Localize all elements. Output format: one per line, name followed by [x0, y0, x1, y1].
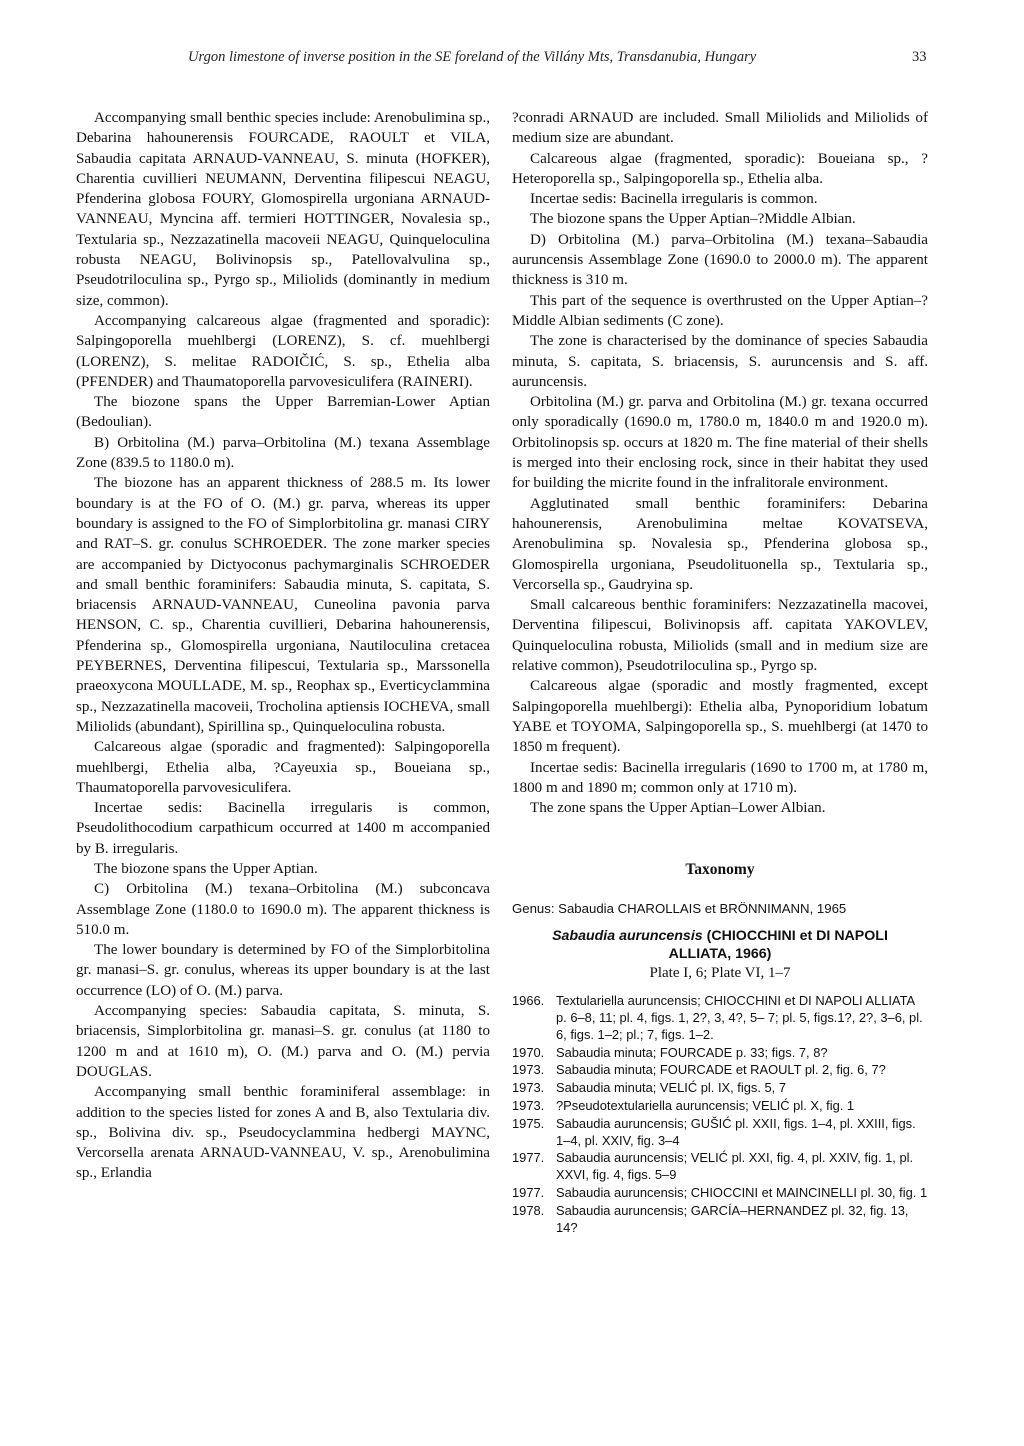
- synonymy-text: Sabaudia auruncensis; GUŠIĆ pl. XXII, figs. 1–4, pl. XXIII, figs. 1–4, pl. XXIV, fig. 3–4: [556, 1115, 916, 1148]
- synonymy-list: [512, 993, 928, 1236]
- paragraph: Accompanying calcareous algae (fragmented and sporadic): Salpingoporella muehlbergi (LORENZ), S. cf. muehlbergi (LORENZ), S. melitae RADOIČIĆ, S. sp., Ethelia alba (PFENDER) and Thaumatoporella parvovesiculifera (RAINERI).: [76, 312, 490, 390]
- synonymy-entry: [512, 1080, 928, 1097]
- paragraph: The zone is characterised by the dominance of species Sabaudia minuta, S. capitata, S. briacensis, S. auruncensis and S. aff. auruncensis.: [512, 333, 928, 390]
- synonymy-year: 1977.: [512, 1185, 545, 1201]
- synonymy-text: Sabaudia minuta; FOURCADE et RAOULT pl. 2, fig. 6, 7?: [556, 1062, 886, 1078]
- synonymy-entry: [512, 1062, 928, 1079]
- species-authors: (CHIOCCHINI et DI NAPOLI: [706, 927, 888, 944]
- plate-reference: Plate I, 6; Plate VI, 1–7: [649, 964, 791, 981]
- paragraph: Orbitolina (M.) gr. parva and Orbitolina (M.) gr. texana occurred only sporadically (1690.0 m, 1780.0 m, 1840.0 m and 1920.0 m). Orbitolinopsis sp. occurs at 1820 m. The fine material of their shells is merged into their enclosing rock, since in their habitat they used for building the micrite found in the infralitorale environment.: [512, 394, 928, 492]
- synonymy-text: Sabaudia minuta; FOURCADE p. 33; figs. 7, 8?: [556, 1044, 828, 1060]
- zone-heading-c: C) Orbitolina (M.) texana–Orbitolina (M.) subconcava Assemblage Zone (1180.0 to 1690.0 m). The apparent thickness is 510.0 m.: [76, 881, 490, 938]
- synonymy-year: 1966.: [512, 993, 545, 1009]
- paragraph: The lower boundary is determined by FO of the Simplorbitolina gr. manasi–S. gr. conulus, whereas its upper boundary is at the last occurrence (LO) of O. (M.) parva.: [76, 942, 490, 999]
- running-head: Urgon limestone of inverse position in the SE foreland of the Villány Mts, Transdanubia, Hungary: [188, 49, 757, 65]
- species-title: [532, 927, 908, 963]
- paragraph: The biozone spans the Upper Aptian.: [94, 860, 318, 877]
- synonymy-entry: [512, 1150, 928, 1184]
- synonymy-entry: [512, 1203, 928, 1237]
- synonymy-year: 1975.: [512, 1115, 545, 1131]
- synonymy-year: 1973.: [512, 1080, 545, 1096]
- paragraph: Calcareous algae (sporadic and mostly fragmented, except Salpingoporella muehlbergi): Ethelia alba, Pynoporidium lobatum YABE et TOYOMA, Salpingoporella sp., S. muehlbergi (at 1470 to 1850 m frequent).: [512, 678, 928, 756]
- synonymy-text: ?Pseudotextulariella auruncensis; VELIĆ pl. X, fig. 1: [556, 1098, 855, 1114]
- right-column: [512, 108, 928, 1237]
- paragraph: Accompanying species: Sabaudia capitata, S. minuta, S. briacensis, Simplorbitolina gr. manasi–S. gr. conulus (at 1180 to 1200 m and at 1610 m), O. (M.) parva and O. (M.) pervia DOUGLAS.: [76, 1003, 490, 1080]
- paragraph: Incertae sedis: Bacinella irregularis is common, Pseudolithocodium carpathicum occurred at 1400 m accompanied by B. irregularis.: [76, 800, 490, 857]
- paragraph: Agglutinated small benthic foraminifers: Debarina hahounerensis, Arenobulimina meltae KOVATSEVA, Arenobulimina sp. Novalesia sp., Pfenderina globosa sp., Glomospirella urgoniana, Pseudolituonella sp., Textularia sp., Vercorsella sp., Gaudryina sp.: [512, 495, 928, 593]
- zone-heading-b: B) Orbitolina (M.) parva–Orbitolina (M.) texana Assemblage Zone (839.5 to 1180.0 m).: [76, 434, 490, 472]
- zone-heading-d: D) Orbitolina (M.) parva–Orbitolina (M.) texana–Sabaudia auruncensis Assemblage Zone (1690.0 to 2000.0 m). The apparent thickness is 310 m.: [512, 231, 928, 289]
- synonymy-entry: [512, 1098, 928, 1115]
- paragraph: Incertae sedis: Bacinella irregularis is common.: [530, 191, 818, 208]
- species-authors-cont: ALLIATA, 1966): [668, 945, 772, 962]
- paragraph: Accompanying small benthic foraminiferal assemblage: in addition to the species listed for zones A and B, also Textularia div. sp., Bolivina div. sp., Pseudocyclammina hedbergi MAYNC, Vercorsella arenata ARNAUD-VANNEAU, V. sp., Arenobulimina sp., Erlandia: [76, 1084, 490, 1182]
- synonymy-text: Sabaudia auruncensis; CHIOCCINI et MAINCINELLI pl. 30, fig. 1: [556, 1185, 928, 1201]
- synonymy-entry: [512, 1116, 928, 1150]
- paragraph: Calcareous algae (sporadic and fragmented): Salpingoporella muehlbergi, Ethelia alba, ?Cayeuxia sp., Boueiana sp., Thaumatoporella parvovesiculifera.: [76, 739, 490, 796]
- synonymy-text: Textulariella auruncensis; CHIOCCHINI et DI NAPOLI ALLIATA p. 6–8, 11; pl. 4, figs. 1, 2?, 3, 4?, 5– 7; pl. 5, figs.1?, 2?, 3–6, pl. 6, figs. 1–2; pl.; 7, figs. 1–2.: [556, 993, 923, 1042]
- paragraph: The biozone spans the Upper Barremian-Lower Aptian (Bedoulian).: [76, 394, 490, 431]
- synonymy-text: Sabaudia minuta; VELIĆ pl. IX, figs. 5, 7: [556, 1080, 787, 1096]
- genus-line: Genus: Sabaudia CHAROLLAIS et BRÖNNIMANN, 1965: [512, 900, 847, 916]
- paragraph: Accompanying small benthic species include: Arenobulimina sp., Debarina hahounerensis FOURCADE, RAOULT et VILA, Sabaudia capitata ARNAUD-VANNEAU, S. minuta (HOFKER), Charentia cuvillieri NEUMANN, Derventina filipescui NEAGU, Pfenderina globosa FOURY, Glomospirella urgoniana ARNAUD-VANNEAU, Myncina aff. termieri HOTTINGER, Novalesia sp., Textularia sp., Nezzazatinella macoveii NEAGU, Quinqueloculina robusta NEAGU, Bolivinopsis sp., Patellovalvulina sp., Pseudotriloculina sp., Pyrgo sp., Miliolids (dominantly in medium size, common).: [76, 110, 490, 309]
- species-name: Sabaudia auruncensis: [552, 927, 703, 944]
- synonymy-year: 1973.: [512, 1098, 545, 1114]
- paragraph: The zone spans the Upper Aptian–Lower Albian.: [530, 800, 826, 817]
- synonymy-year: 1973.: [512, 1062, 545, 1078]
- page-number: 33: [912, 49, 927, 65]
- synonymy-year: 1977.: [512, 1150, 545, 1166]
- synonymy-year: 1970.: [512, 1044, 545, 1060]
- paragraph: Incertae sedis: Bacinella irregularis (1690 to 1700 m, at 1780 m, 1800 m and 1890 m; common only at 1710 m).: [512, 759, 928, 796]
- taxonomy-heading: Taxonomy: [685, 861, 755, 879]
- synonymy-entry: [512, 1185, 928, 1202]
- synonymy-text: Sabaudia auruncensis; GARCÍA–HERNANDEZ pl. 32, fig. 13, 14?: [556, 1202, 909, 1235]
- paragraph: Small calcareous benthic foraminifers: Nezzazatinella macovei, Derventina filipescui, Bolivinopsis aff. capitata YAKOVLEV, Quinqueloculina robusta, Miliolids (small and in medium size are relative common), Pseudotriloculina sp., Pyrgo sp.: [512, 597, 928, 675]
- paragraph: Calcareous algae (fragmented, sporadic): Boueiana sp., ?Heteroporella sp., Salpingoporella sp., Ethelia alba.: [512, 150, 928, 187]
- paragraph: The biozone has an apparent thickness of 288.5 m. Its lower boundary is at the FO of O. (M.) gr. parva, whereas its upper boundary is assigned to the FO of Simplorbitolina gr. manasi CIRY and RAT–S. gr. conulus SCHROEDER. The zone marker species are accompanied by Dictyoconus pachymarginalis SCHROEDER and small benthic foraminifers: Sabaudia minuta, S. capitata, S. briacensis ARNAUD-VANNEAU, Cuneolina pavonia parva HENSON, C. sp., Charentia cuvillieri, Debarina hahounerensis, Pfenderina sp., Glomospirella urgoniana, Nautiloculina cretacea PEYBERNES, Derventina filipescui, Textularia sp., Marssonella praeoxycona MOULLADE, M. sp., Reophax sp., Everticyclammina sp., Nezzazatinella macoveii, Trocholina aptiensis IOCHEVA, small Miliolids (abundant), Spirillina sp., Quinqueloculina robusta.: [76, 475, 490, 735]
- synonymy-entry: [512, 993, 928, 1043]
- paragraph: ?conradi ARNAUD are included. Small Miliolids and Miliolids of medium size are abundant.: [512, 110, 928, 147]
- paragraph: This part of the sequence is overthrusted on the Upper Aptian–?Middle Albian sediments (C zone).: [512, 292, 928, 329]
- synonymy-year: 1978.: [512, 1202, 545, 1218]
- left-column: [76, 108, 490, 1184]
- synonymy-text: Sabaudia auruncensis; VELIĆ pl. XXI, fig. 4, pl. XXIV, fig. 1, pl. XXVI, fig. 4, figs. 5–9: [556, 1150, 914, 1183]
- paragraph: The biozone spans the Upper Aptian–?Middle Albian.: [530, 211, 856, 228]
- synonymy-entry: [512, 1045, 928, 1062]
